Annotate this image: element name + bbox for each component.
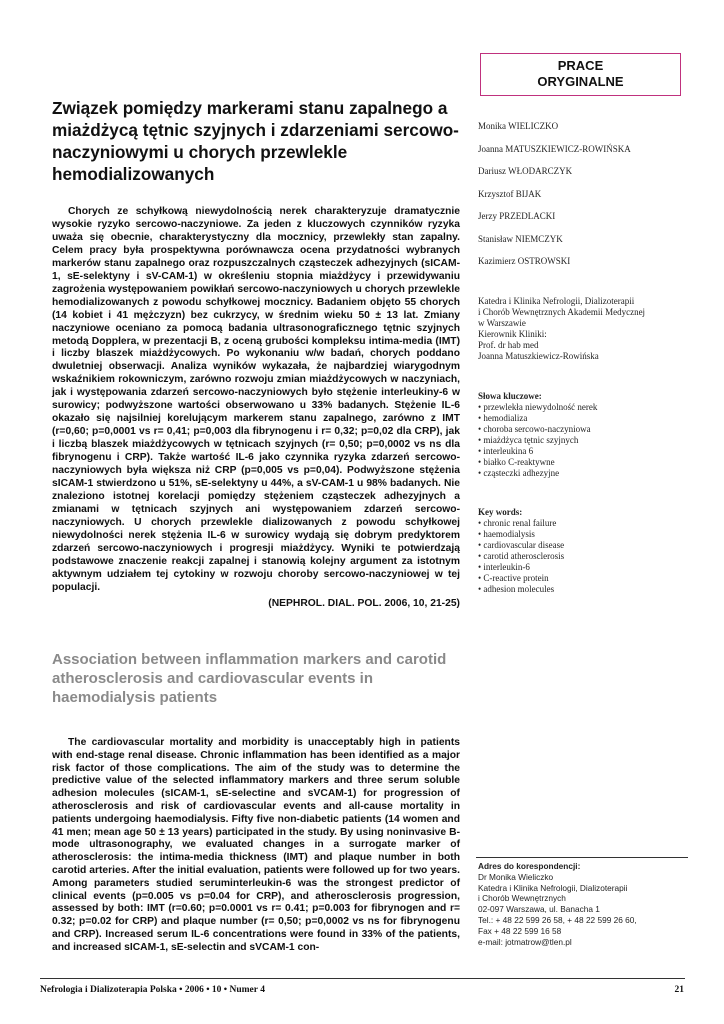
keyword-item: • haemodialysis bbox=[478, 529, 535, 539]
author-name: Dariusz WŁODARCZYK bbox=[478, 166, 573, 176]
article-title-en: Association between inflammation markers and carotid atherosclerosis and cardiovascular events in haemodialysis patients bbox=[52, 651, 447, 706]
keywords-pl-heading: Słowa kluczowe: bbox=[478, 391, 542, 401]
author-name: Krzysztof BIJAK bbox=[478, 188, 542, 199]
keywords-pl bbox=[478, 391, 683, 479]
keyword-item: • interleukin-6 bbox=[478, 562, 530, 572]
keyword-item: • przewlekła niewydolność nerek bbox=[478, 402, 598, 412]
correspondence-heading: Adres do korespondencji: bbox=[478, 861, 581, 871]
keyword-item: • carotid atherosclerosis bbox=[478, 551, 565, 561]
article-title-pl: Związek pomiędzy markerami stanu zapalnego a miażdżycą tętnic szyjnych i zdarzeniami sercowo-naczyniowymi u chorych przewlekle hemodializowanych bbox=[52, 98, 459, 184]
keyword-item: • białko C-reaktywne bbox=[478, 457, 555, 467]
correspondence-line: i Chorób Wewnętrznych bbox=[478, 893, 566, 904]
keyword-item: • miażdżyca tętnic szyjnych bbox=[478, 435, 579, 445]
correspondence-line: Fax + 48 22 599 16 58 bbox=[478, 925, 562, 936]
affiliation-line: i Chorób Wewnętrznych Akademii Medycznej bbox=[478, 307, 646, 317]
keyword-item: • cardiovascular disease bbox=[478, 540, 565, 550]
author-name: Kazimierz OSTROWSKI bbox=[478, 256, 571, 266]
affiliation-line: Katedra i Klinika Nefrologii, Dializoterapii bbox=[478, 296, 635, 306]
affiliation-line: w Warszawie bbox=[478, 318, 526, 328]
keywords-en bbox=[478, 507, 683, 595]
keyword-item: • C-reactive protein bbox=[478, 573, 549, 583]
section-badge bbox=[480, 53, 681, 96]
affiliation bbox=[478, 296, 683, 362]
citation: (NEPHROL. DIAL. POL. 2006, 10, 21-25) bbox=[268, 598, 460, 609]
footer-divider bbox=[40, 978, 685, 979]
correspondence-line: Tel.: + 48 22 599 26 58, + 48 22 599 26 60, bbox=[478, 914, 637, 925]
correspondence-block bbox=[478, 861, 690, 947]
affiliation-line: Kierownik Kliniki: bbox=[478, 329, 547, 339]
page-number: 21 bbox=[674, 985, 684, 995]
correspondence-line: Dr Monika Wieliczko bbox=[478, 871, 554, 882]
keyword-item: • hemodializa bbox=[478, 413, 528, 423]
keyword-item: • interleukina 6 bbox=[478, 446, 534, 456]
abstract-en: The cardiovascular mortality and morbidity is unacceptably high in patients with end-stage renal disease. Chronic inflammation has been identified as a major risk factor of those complications. The aim of the study was to determine the predictive value of the selected inflammatory markers and three serum soluble adhesion molecules (sICAM-1, sE-selectine and sVCAM-1) for progression of atherosclerosis and risk of cardiovascular events and all-cause mortality in patients undergoing haemodialysis. Fifty five non-diabetic patients (14 women and 41 men; mean age 50 ± 13 years) participated in the study. By using noninvasive B-mode ultrasonography, we evaluated changes in a surrogate marker of atherosclerosis: the intima-media thickness (IMT) and plaque number in both carotid arteries. After the initial evaluation, patients were followed up for two years. Among parameters studied seruminterleukin-6 was the strongest predictor of clinical events (p=0.005 vs p=0.04 for CRP), and atherosclerosis progression, assessed by both: IMT (r=0.60; p=0.0001 vs r= 0.41; p=0.003 for fibrynogen and r= 0.32; p=0.02 for CRP) and plaque number (r= 0,50; p=0,0002 vs ns for fibrynogenu and CRP). Increased serum IL-6 concentrations were found in 33% of the patients, and increased sICAM-1, sE-selectin and sVCAM-1 con- bbox=[52, 737, 460, 953]
correspondence-divider bbox=[476, 857, 688, 858]
correspondence-line: 02-097 Warszawa, ul. Banacha 1 bbox=[478, 904, 600, 915]
abstract-pl: Chorych ze schyłkową niewydolnością nerek charakteryzuje dramatycznie wysokie ryzyko sercowo-naczyniowe. Za jeden z kluczowych czynników ryzyka uważa się obecnie, charakterystyczny dla mocznicy, przewlekły stan zapalny. Celem pracy była prospektywna porównawcza ocena przydatności wybranych markerów stanu zapalnego oraz rozpuszczalnych cząsteczek adhezyjnych (sICAM-1, sE-selektyny i sV-CAM-1) w określeniu stopnia miażdżycy i przewidywaniu zagrożenia występowaniem powikłań sercowo-naczyniowych u chorych przewlekle hemodializowanych z powodu schyłkowej mocznicy. Badaniem objęto 55 chorych (14 kobiet i 41 mężczyzn) bez cukrzycy, w średnim wieku 50 ± 13 lat. Zmiany naczyniowe oceniano za pomocą badania ultrasonograficznego tętnic szyjnych metodą Dopplera, w prezentacji B, z oceną grubości kompleksu intima-media (IMT) i liczby blaszek miażdżycowych. Po wykonaniu w/w badań, chorych poddano dwuletniej obserwacji. Analiza wyników wykazała, że najbardziej wiarygodnym wskaźnikiem rokowniczym, zarówno rozwoju zmian miażdżycowych w naczyniach, jak i występowania zdarzeń sercowo-naczyniowych było stężenie interleukiny-6 w surowicy; podwyższone wartości obserwowano u 33% badanych. Stężenie IL-6 okazało się najsilniej korelującym markerem stanu zapalnego, zarówno z IMT (r=0,60; p=0,0001 vs r= 0,41; p=0,003 dla fibrynogenu i r= 0,32; p=0,02 dla CRP), jak i liczbą blaszek miażdżycowych w tętnicach szyjnych (r= 0,50; p=0,0002 vs ns dla fibrynogenu i CRP). Także wartość IL-6 jako czynnika ryzyka zdarzeń sercowo-naczyniowych była większa niż CRP (p=0,005 vs p=0,04). Podwyższone stężenia sICAM-1 stwierdzono u 51%, sE-selektyny u 44%, a sV-CAM-1 u 98% badanych. Nie znaleziono istotnej korelacji pomiędzy stężeniem cząsteczek adhezyjnych a zmianami w tętnicach szyjnych ani występowaniem zdarzeń sercowo-naczyniowych. U chorych przewlekle dializowanych z powodu schyłkowej niewydolności nerek stężenia IL-6 w surowicy wydają się dobrym predyktorem zdarzeń sercowo-naczyniowych i progresji miażdżycy. Wyniki te potwierdzają podstawowe znaczenie reakcji zapalnej i stanowią kolejny argument za istotnym aktywnym udziałem tej cytokiny w rozwoju choroby sercowo-naczyniowej w tej populacji. bbox=[52, 206, 460, 593]
author-list bbox=[478, 120, 678, 278]
section-badge-line1: PRACE bbox=[557, 58, 604, 73]
author-name: Jerzy PRZEDLACKI bbox=[478, 211, 556, 221]
keywords-en-heading: Key words: bbox=[478, 507, 523, 517]
author-name: Monika WIELICZKO bbox=[478, 121, 559, 131]
author-name: Joanna MATUSZKIEWICZ-ROWIŃSKA bbox=[478, 143, 631, 154]
correspondence-email[interactable]: e-mail: jotmatrow@tlen.pl bbox=[478, 936, 572, 947]
section-badge-line2: ORYGINALNE bbox=[537, 74, 624, 89]
affiliation-line: Joanna Matuszkiewicz-Rowińska bbox=[478, 351, 599, 361]
correspondence-line: Katedra i Klinika Nefrologii, Dializoterapii bbox=[478, 882, 628, 893]
footer-journal: Nefrologia i Dializoterapia Polska • 2006 • 10 • Numer 4 bbox=[40, 985, 265, 995]
keyword-item: • cząsteczki adhezyjne bbox=[478, 468, 560, 478]
author-name: Stanisław NIEMCZYK bbox=[478, 233, 563, 244]
keyword-item: • chronic renal failure bbox=[478, 518, 557, 528]
affiliation-line: Prof. dr hab med bbox=[478, 340, 539, 350]
keyword-item: • adhesion molecules bbox=[478, 584, 555, 594]
keyword-item: • choroba sercowo-naczyniowa bbox=[478, 424, 591, 434]
